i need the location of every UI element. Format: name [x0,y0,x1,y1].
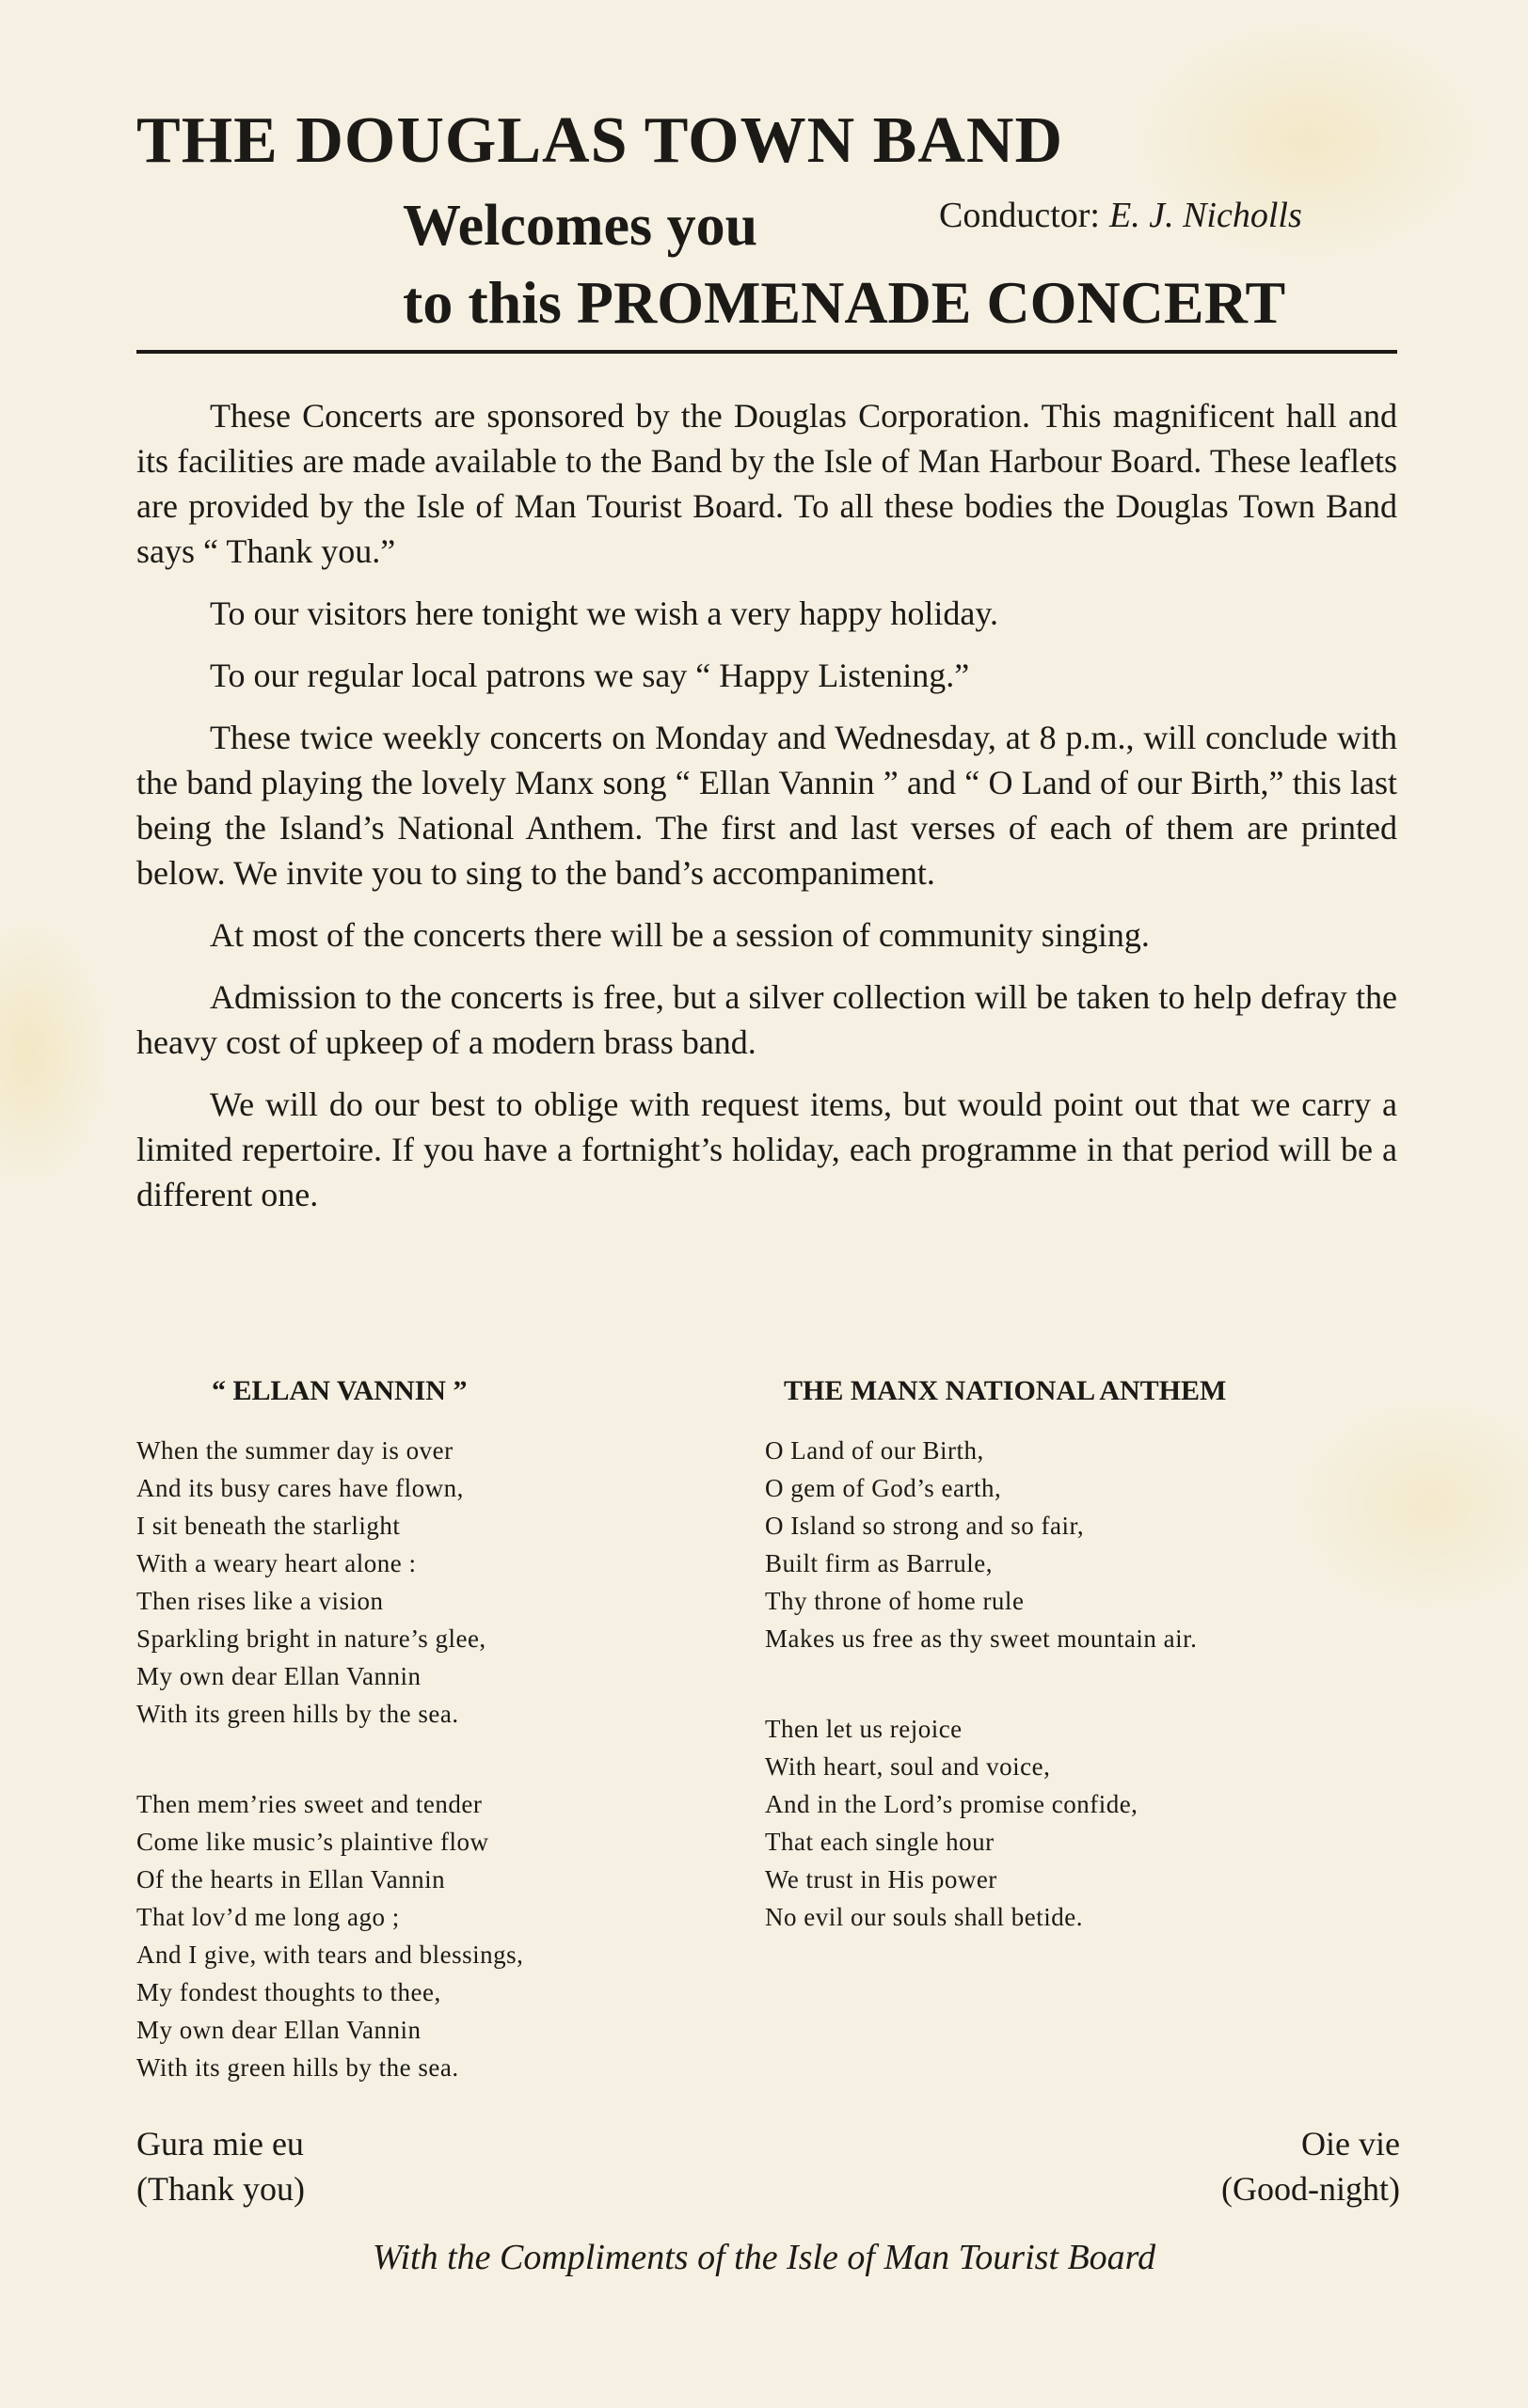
verse-line: O gem of God’s earth, [765,1474,1002,1502]
verse-line: With its green hills by the sea. [136,2053,459,2082]
paragraph-community-singing: At most of the concerts there will be a session of community singing. [210,916,1150,954]
verse-line: I sit beneath the starlight [136,1512,401,1540]
paragraph-admission: Admission to the concerts is free, but a silver collection will be taken to help defray the heavy cost of upkeep of a modern brass band. [136,978,1397,1061]
verse-line: Then mem’ries sweet and tender [136,1790,483,1818]
compliments-footer: With the Compliments of the Isle of Man Tourist Board [372,2238,1156,2277]
verse-line: That each single hour [765,1828,995,1856]
ellan-vannin-heading: “ ELLAN VANNIN ” [212,1375,468,1406]
ellan-vannin-verse-1 [136,1432,739,1733]
conductor-label: Conductor: [939,196,1100,235]
conductor-credit [939,195,1302,236]
welcome-line: Welcomes you [403,194,758,258]
anthem-column [765,1375,1405,1988]
verse-line: With its green hills by the sea. [136,1700,459,1728]
verse-line: My own dear Ellan Vannin [136,2016,422,2044]
thank-you-note [136,2121,305,2211]
verse-line: No evil our souls shall betide. [765,1903,1083,1931]
header-divider [136,350,1397,354]
event-title: to this PROMENADE CONCERT [403,269,1286,336]
paragraph-requests: We will do our best to oblige with request items, but would point out that we carry a limited repertoire. If you have a fortnight’s holiday, each programme in that period will be a different one. [136,1085,1397,1213]
thank-you-english: (Thank you) [136,2170,305,2208]
verse-line: Then let us rejoice [765,1715,963,1743]
verse-line: O Island so strong and so fair, [765,1512,1085,1540]
paragraph-visitors: To our visitors here tonight we wish a very happy holiday. [210,594,998,632]
verse-line: Makes us free as thy sweet mountain air. [765,1624,1198,1653]
verse-line: And I give, with tears and blessings, [136,1941,524,1969]
band-title: THE DOUGLAS TOWN BAND [136,104,1064,177]
paragraph-sponsors: These Concerts are sponsored by the Douglas Corporation. This magnificent hall and its facilities are made available to the Band by the Isle of Man Harbour Board. These leaflets are provided by the Isle of Man Tourist Board. To all these bodies the Douglas Town Band says “ Thank you.” [136,397,1397,570]
verse-line: Sparkling bright in nature’s glee, [136,1624,486,1653]
verse-line: O Land of our Birth, [765,1436,984,1465]
verse-line: Built firm as Barrule, [765,1549,993,1577]
ellan-vannin-column [136,1375,739,2139]
ellan-vannin-verse-2 [136,1785,739,2086]
good-night-note [1157,2121,1400,2211]
verse-line: Thy throne of home rule [765,1587,1025,1615]
verse-line: My own dear Ellan Vannin [136,1662,422,1690]
verse-line: My fondest thoughts to thee, [136,1978,441,2006]
verse-line: With a weary heart alone : [136,1549,417,1577]
anthem-heading: THE MANX NATIONAL ANTHEM [784,1375,1227,1406]
verse-line: With heart, soul and voice, [765,1752,1051,1781]
good-night-manx: Oie vie [1301,2125,1400,2162]
good-night-english: (Good-night) [1221,2170,1400,2208]
intro-text [136,393,1397,1234]
verse-line: Of the hearts in Ellan Vannin [136,1865,446,1893]
verse-line: We trust in His power [765,1865,997,1893]
conductor-name: E. J. Nicholls [1108,196,1302,235]
verse-line: Come like music’s plaintive flow [136,1828,489,1856]
thank-you-manx: Gura mie eu [136,2125,304,2162]
verse-line: When the summer day is over [136,1436,454,1465]
verse-line: Then rises like a vision [136,1587,384,1615]
verse-line: That lov’d me long ago ; [136,1903,400,1931]
anthem-verse-1 [765,1432,1405,1657]
paragraph-schedule: These twice weekly concerts on Monday and Wednesday, at 8 p.m., will conclude with the band playing the lovely Manx song “ Ellan Vannin ” and “ O Land of our Birth,” this last being the Island’s National Anthem. The first and last verses of each of them are printed below. We invite you to sing to the band’s accompaniment. [136,719,1397,892]
verse-line: And its busy cares have flown, [136,1474,464,1502]
paragraph-patrons: To our regular local patrons we say “ Happy Listening.” [210,657,970,694]
anthem-verse-2 [765,1710,1405,1936]
verse-line: And in the Lord’s promise confide, [765,1790,1138,1818]
